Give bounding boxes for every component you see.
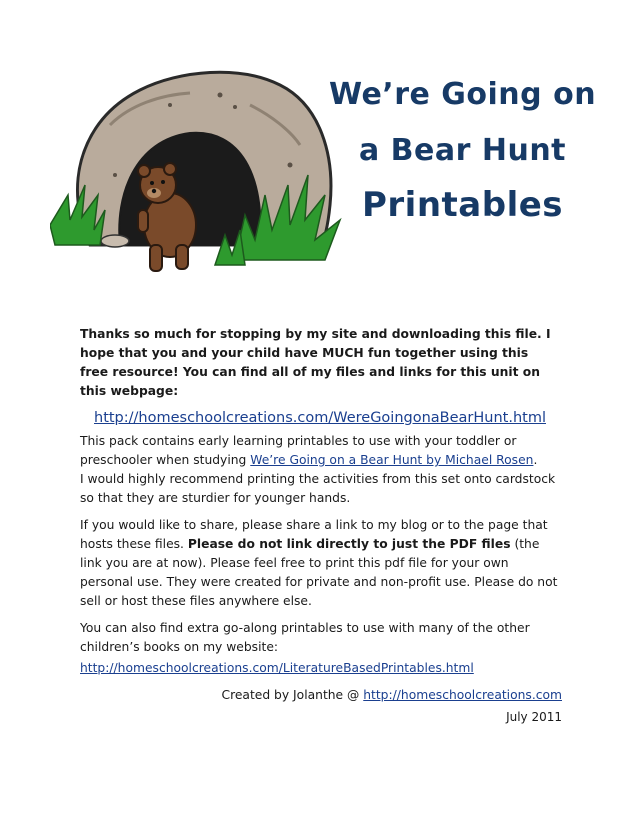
- credit-text: Created by Jolanthe @: [221, 688, 364, 702]
- literature-printables-link[interactable]: http://homeschoolcreations.com/LiteratureBasedPrintables.html: [80, 661, 474, 675]
- cardstock-recommendation: I would highly recommend printing the activities from this set onto cardstock so that they are sturdier for younger hands.: [80, 472, 556, 505]
- date-text: July 2011: [506, 710, 562, 724]
- sharing-policy-bold: Please do not link directly to just the PDF files: [187, 537, 511, 551]
- extra-printables-text: You can also find extra go-along printables to use with many of the other children’s books on my website:: [80, 621, 530, 654]
- unit-webpage-link[interactable]: http://homeschoolcreations.com/WereGoingonaBearHunt.html: [94, 410, 546, 426]
- extra-printables: [80, 619, 560, 678]
- credit-line: [80, 686, 562, 705]
- bear-cave-illustration: [50, 45, 350, 285]
- intro-text: Thanks so much for stopping by my site and downloading this file. I hope that you and your child have MUCH fun together using this free resource! You can find all of my files and links for this unit on this webpage:: [80, 327, 551, 398]
- pack-description-text: This pack contains early learning printables to use with your toddler or preschooler when studying: [80, 434, 517, 467]
- title-line-1: We’re Going on: [328, 77, 597, 112]
- body-content: [80, 325, 560, 678]
- title-line-3: Printables: [361, 185, 564, 225]
- book-link[interactable]: We’re Going on a Bear Hunt by Michael Rosen: [250, 453, 534, 467]
- title-line-2: a Bear Hunt: [358, 133, 567, 168]
- pack-description: [80, 432, 560, 508]
- pack-description-period: .: [533, 453, 538, 467]
- sharing-policy-text: If you would like to share, please share a link to my blog or to the page that hosts these files.: [80, 518, 548, 551]
- sharing-policy-rest: (the link you are at now). Please feel free to print this pdf file for your own personal use. They were created for private and non-profit use. Please do not sell or host these files anywhere else.: [80, 537, 558, 608]
- homepage-link[interactable]: http://homeschoolcreations.com: [363, 688, 562, 702]
- title-block: [325, 77, 600, 225]
- sharing-policy: [80, 516, 560, 611]
